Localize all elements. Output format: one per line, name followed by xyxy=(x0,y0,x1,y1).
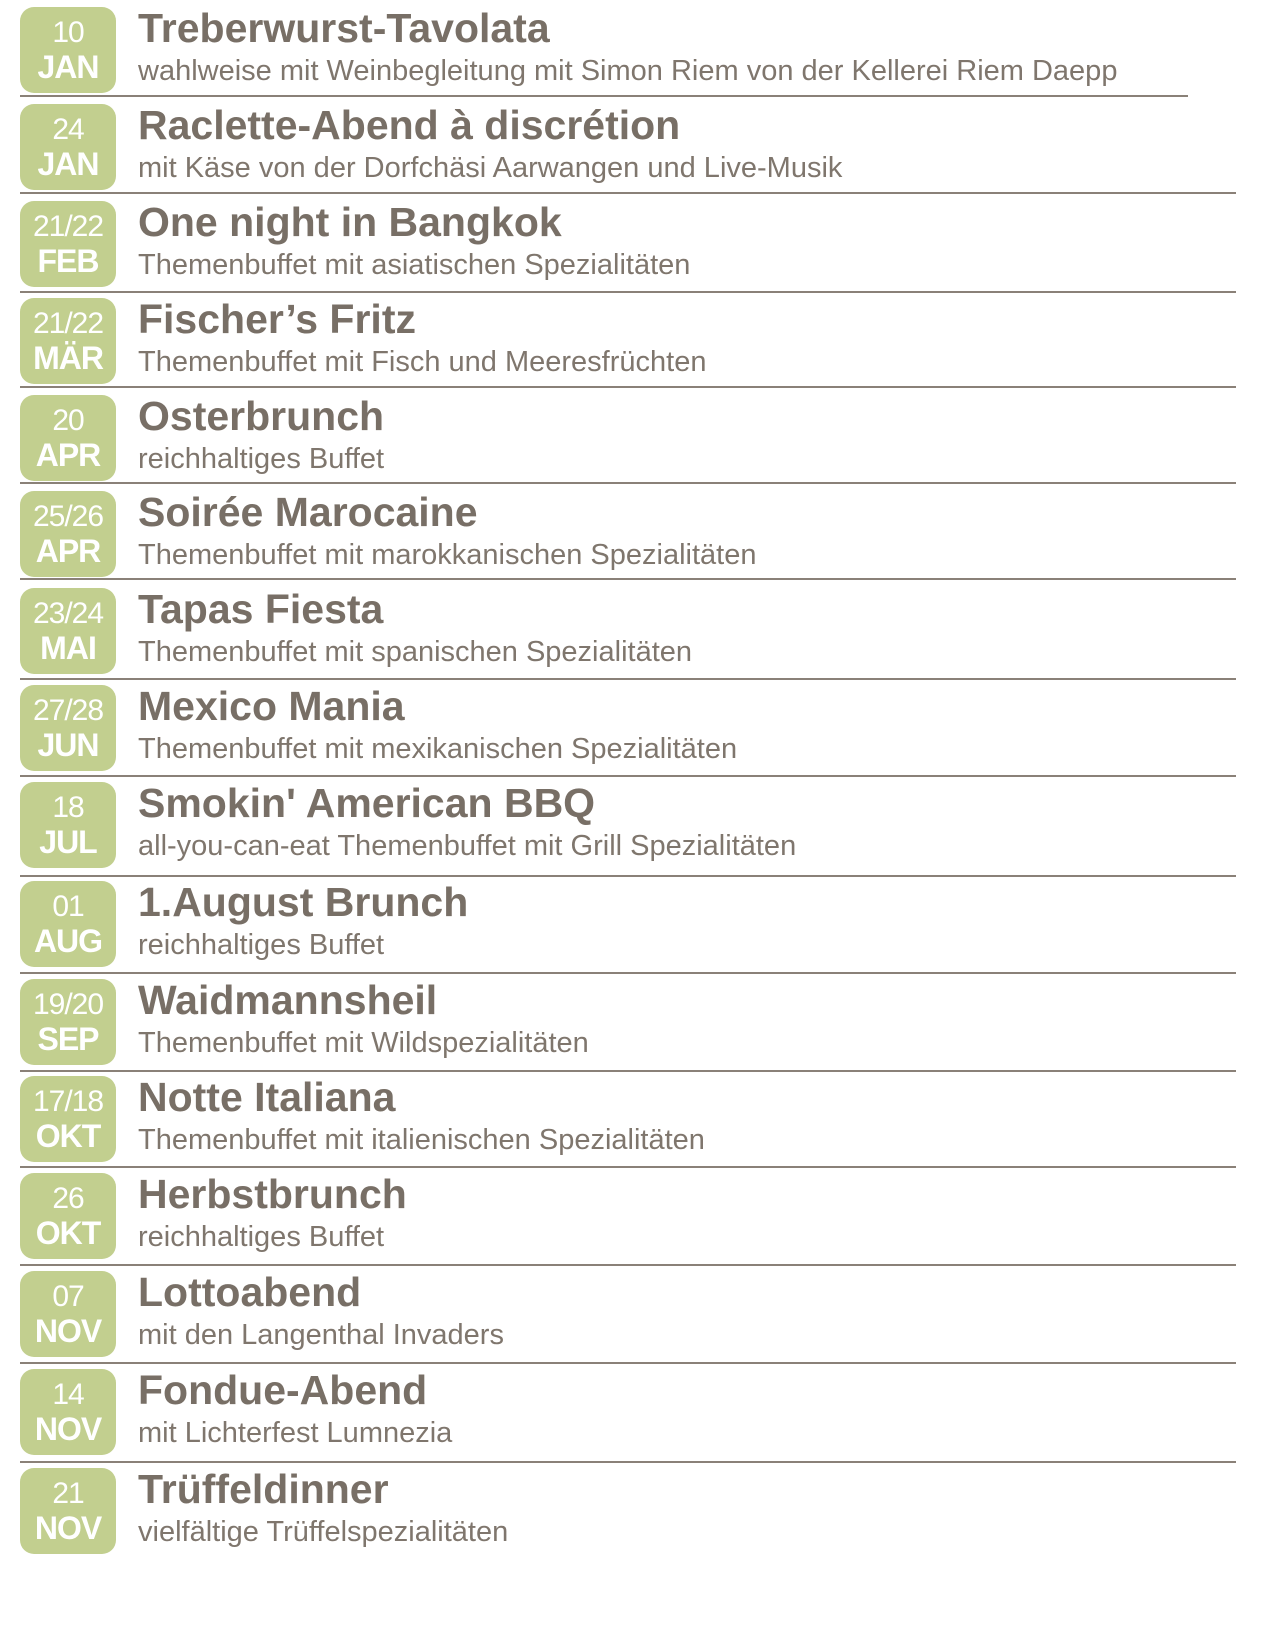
event-day: 17/18 xyxy=(32,1085,104,1118)
event-subtitle: vielfältige Trüffelspezialitäten xyxy=(138,1516,509,1548)
event-row xyxy=(0,388,1263,488)
event-month: MAI xyxy=(40,630,96,666)
date-badge xyxy=(20,685,116,771)
event-day: 24 xyxy=(52,113,84,146)
date-badge xyxy=(20,201,116,287)
event-month: JAN xyxy=(37,49,99,85)
event-subtitle: Themenbuffet mit asiatischen Spezialitäten xyxy=(138,249,691,281)
event-title: Trüffeldinner xyxy=(138,1466,389,1512)
event-subtitle: mit Käse von der Dorfchäsi Aarwangen und Live-Musik xyxy=(138,152,843,184)
date-badge xyxy=(20,782,116,868)
event-subtitle: reichhaltiges Buffet xyxy=(138,1221,385,1253)
event-title: Notte Italiana xyxy=(138,1074,396,1120)
event-day: 10 xyxy=(52,16,84,49)
event-month: FEB xyxy=(37,243,99,279)
event-subtitle: Themenbuffet mit Fisch und Meeresfrüchten xyxy=(138,346,707,378)
event-day: 18 xyxy=(52,791,84,824)
event-subtitle: reichhaltiges Buffet xyxy=(138,443,385,475)
date-badge xyxy=(20,1271,116,1357)
event-title: Tapas Fiesta xyxy=(138,586,384,632)
event-day: 26 xyxy=(52,1182,84,1215)
date-badge xyxy=(20,7,116,93)
date-badge xyxy=(20,881,116,967)
date-badge xyxy=(20,104,116,190)
date-badge xyxy=(20,491,116,577)
event-row xyxy=(0,1362,1263,1462)
event-month: SEP xyxy=(37,1021,99,1057)
event-month: AUG xyxy=(33,923,103,959)
event-row xyxy=(0,581,1263,681)
date-badge xyxy=(20,298,116,384)
event-subtitle: Themenbuffet mit mexikanischen Spezialitäten xyxy=(138,733,738,765)
event-row xyxy=(0,1264,1263,1364)
event-day: 21 xyxy=(52,1477,84,1510)
event-title: Smokin' American BBQ xyxy=(138,780,596,826)
event-title: Soirée Marocaine xyxy=(138,489,478,535)
event-month: APR xyxy=(35,533,101,569)
date-badge xyxy=(20,979,116,1065)
event-row xyxy=(0,0,1263,100)
event-day: 01 xyxy=(52,890,84,923)
event-day: 19/20 xyxy=(32,988,104,1021)
event-subtitle: all-you-can-eat Themenbuffet mit Grill Spezialitäten xyxy=(138,830,797,862)
event-day: 25/26 xyxy=(32,500,104,533)
event-day: 07 xyxy=(52,1280,84,1313)
event-row xyxy=(0,194,1263,294)
event-month: JAN xyxy=(37,146,99,182)
event-month: NOV xyxy=(34,1313,102,1349)
event-row xyxy=(0,484,1263,584)
event-row xyxy=(0,678,1263,778)
event-title: Osterbrunch xyxy=(138,393,385,439)
event-title: Waidmannsheil xyxy=(138,977,438,1023)
event-day: 20 xyxy=(52,404,84,437)
date-badge xyxy=(20,1369,116,1455)
date-badge xyxy=(20,1173,116,1259)
event-subtitle: reichhaltiges Buffet xyxy=(138,929,385,961)
event-row xyxy=(0,1166,1263,1266)
event-row xyxy=(0,874,1263,974)
event-subtitle: mit den Langenthal Invaders xyxy=(138,1319,504,1351)
event-day: 21/22 xyxy=(32,210,104,243)
event-month: APR xyxy=(35,437,101,473)
event-subtitle: wahlweise mit Weinbegleitung mit Simon Riem von der Kellerei Riem Daepp xyxy=(138,55,1118,87)
event-month: NOV xyxy=(34,1510,102,1546)
event-subtitle: Themenbuffet mit spanischen Spezialitäten xyxy=(138,636,693,668)
event-row xyxy=(0,775,1263,875)
event-month: NOV xyxy=(34,1411,102,1447)
date-badge xyxy=(20,588,116,674)
event-month: JUN xyxy=(37,727,99,763)
event-day: 23/24 xyxy=(32,597,104,630)
row-divider xyxy=(20,578,1236,580)
event-title: Treberwurst-Tavolata xyxy=(138,5,550,51)
event-title: Fischer’s Fritz xyxy=(138,296,416,342)
event-subtitle: Themenbuffet mit marokkanischen Spezialitäten xyxy=(138,539,757,571)
event-row xyxy=(0,972,1263,1072)
event-subtitle: Themenbuffet mit italienischen Spezialitäten xyxy=(138,1124,705,1156)
event-subtitle: mit Lichterfest Lumnezia xyxy=(138,1417,453,1449)
event-month: MÄR xyxy=(33,340,103,376)
event-title: Lottoabend xyxy=(138,1269,362,1315)
event-title: Herbstbrunch xyxy=(138,1171,407,1217)
event-month: OKT xyxy=(35,1118,101,1154)
event-title: One night in Bangkok xyxy=(138,199,562,245)
event-month: JUL xyxy=(39,824,97,860)
event-row xyxy=(0,291,1263,391)
event-title: Fondue-Abend xyxy=(138,1367,428,1413)
event-row xyxy=(0,1069,1263,1169)
date-badge xyxy=(20,395,116,481)
date-badge xyxy=(20,1468,116,1554)
event-day: 21/22 xyxy=(32,307,104,340)
date-badge xyxy=(20,1076,116,1162)
event-subtitle: Themenbuffet mit Wildspezialitäten xyxy=(138,1027,589,1059)
event-title: 1.August Brunch xyxy=(138,879,469,925)
event-title: Mexico Mania xyxy=(138,683,405,729)
event-row xyxy=(0,1461,1263,1561)
event-title: Raclette-Abend à discrétion xyxy=(138,102,681,148)
event-row xyxy=(0,97,1263,197)
event-day: 14 xyxy=(52,1378,84,1411)
event-day: 27/28 xyxy=(32,694,104,727)
event-month: OKT xyxy=(35,1215,101,1251)
